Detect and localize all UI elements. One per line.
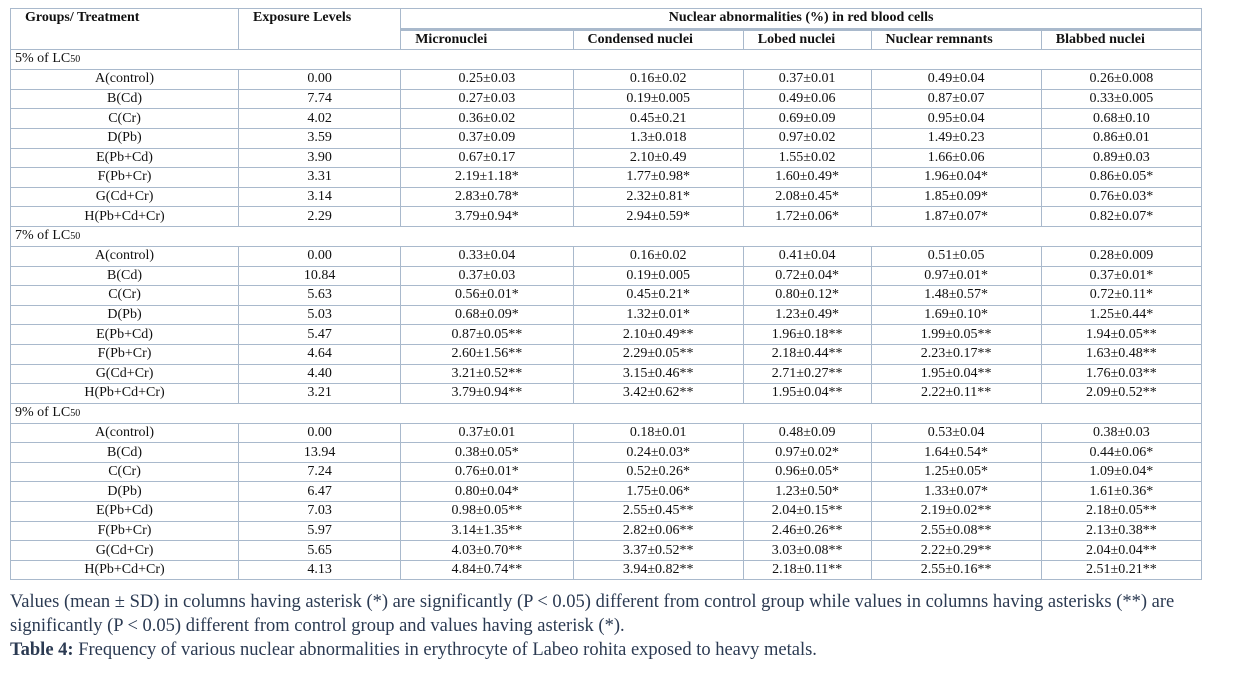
- nuclear-remnants-cell: 1.49±0.23: [871, 128, 1041, 148]
- nuclear-remnants-cell: 1.69±0.10*: [871, 305, 1041, 325]
- header-groups: Groups/ Treatment: [11, 9, 239, 50]
- nuclear-remnants-cell: 1.95±0.04**: [871, 364, 1041, 384]
- exposure-cell: 3.31: [239, 168, 401, 188]
- exposure-cell: 7.24: [239, 462, 401, 482]
- micronuclei-cell: 2.83±0.78*: [401, 187, 573, 207]
- blabbed-nuclei-cell: 0.26±0.008: [1041, 70, 1201, 90]
- condensed-nuclei-cell: 2.32±0.81*: [573, 187, 743, 207]
- lobed-nuclei-cell: 1.23±0.50*: [743, 482, 871, 502]
- table-row: [11, 482, 1202, 502]
- blabbed-nuclei-cell: 0.72±0.11*: [1041, 286, 1201, 306]
- nuclear-remnants-cell: 0.97±0.01*: [871, 266, 1041, 286]
- condensed-nuclei-cell: 2.10±0.49: [573, 148, 743, 168]
- blabbed-nuclei-cell: 0.37±0.01*: [1041, 266, 1201, 286]
- exposure-cell: 0.00: [239, 70, 401, 90]
- group-cell: G(Cd+Cr): [11, 364, 239, 384]
- lobed-nuclei-cell: 2.18±0.44**: [743, 344, 871, 364]
- exposure-cell: 3.21: [239, 384, 401, 404]
- blabbed-nuclei-cell: 1.76±0.03**: [1041, 364, 1201, 384]
- exposure-cell: 4.13: [239, 560, 401, 580]
- exposure-cell: 3.90: [239, 148, 401, 168]
- table-caption: [10, 590, 1230, 662]
- table-title: [10, 638, 1230, 662]
- lobed-nuclei-cell: 2.04±0.15**: [743, 502, 871, 522]
- table-container: [10, 8, 1202, 580]
- section-row: [11, 226, 1202, 246]
- lobed-nuclei-cell: 0.97±0.02: [743, 128, 871, 148]
- section-label: [11, 403, 1202, 423]
- exposure-cell: 4.02: [239, 109, 401, 129]
- blabbed-nuclei-cell: 2.04±0.04**: [1041, 541, 1201, 561]
- exposure-cell: 2.29: [239, 207, 401, 227]
- group-cell: B(Cd): [11, 266, 239, 286]
- group-cell: A(control): [11, 246, 239, 266]
- table-row: [11, 305, 1202, 325]
- table-row: [11, 502, 1202, 522]
- blabbed-nuclei-cell: 2.18±0.05**: [1041, 502, 1201, 522]
- table-row: [11, 462, 1202, 482]
- nuclear-remnants-cell: 1.33±0.07*: [871, 482, 1041, 502]
- lobed-nuclei-cell: 2.18±0.11**: [743, 560, 871, 580]
- header-row-1: [11, 9, 1202, 30]
- table-title-text: Frequency of various nuclear abnormalities in erythrocyte of Labeo rohita exposed to heavy metals.: [73, 640, 817, 660]
- group-cell: F(Pb+Cr): [11, 168, 239, 188]
- nuclear-remnants-cell: 1.99±0.05**: [871, 325, 1041, 345]
- group-cell: B(Cd): [11, 443, 239, 463]
- micronuclei-cell: 0.68±0.09*: [401, 305, 573, 325]
- blabbed-nuclei-cell: 2.51±0.21**: [1041, 560, 1201, 580]
- section-row: [11, 403, 1202, 423]
- significance-note: Values (mean ± SD) in columns having asterisk (*) are significantly (P < 0.05) different from control group while values in columns having asterisks (**) are significantly (P < 0.05) different from control group and values having asterisk (*).: [10, 592, 1175, 636]
- blabbed-nuclei-cell: 0.28±0.009: [1041, 246, 1201, 266]
- group-cell: H(Pb+Cd+Cr): [11, 207, 239, 227]
- exposure-cell: 6.47: [239, 482, 401, 502]
- header-condensed-nuclei: Condensed nuclei: [573, 29, 743, 50]
- lobed-nuclei-cell: 1.96±0.18**: [743, 325, 871, 345]
- lobed-nuclei-cell: 0.97±0.02*: [743, 443, 871, 463]
- condensed-nuclei-cell: 0.16±0.02: [573, 70, 743, 90]
- condensed-nuclei-cell: 3.94±0.82**: [573, 560, 743, 580]
- blabbed-nuclei-cell: 0.33±0.005: [1041, 89, 1201, 109]
- condensed-nuclei-cell: 3.42±0.62**: [573, 384, 743, 404]
- table-row: [11, 207, 1202, 227]
- table-row: [11, 286, 1202, 306]
- table-row: [11, 128, 1202, 148]
- header-nuclear-remnants: Nuclear remnants: [871, 29, 1041, 50]
- table-label: Table 4:: [10, 640, 74, 660]
- micronuclei-cell: 4.03±0.70**: [401, 541, 573, 561]
- exposure-cell: 4.64: [239, 344, 401, 364]
- nuclear-remnants-cell: 1.96±0.04*: [871, 168, 1041, 188]
- nuclear-remnants-cell: 1.48±0.57*: [871, 286, 1041, 306]
- nuclear-remnants-cell: 0.51±0.05: [871, 246, 1041, 266]
- micronuclei-cell: 2.60±1.56**: [401, 344, 573, 364]
- group-cell: E(Pb+Cd): [11, 148, 239, 168]
- nuclear-remnants-cell: 1.64±0.54*: [871, 443, 1041, 463]
- blabbed-nuclei-cell: 2.13±0.38**: [1041, 521, 1201, 541]
- group-cell: H(Pb+Cd+Cr): [11, 384, 239, 404]
- group-cell: E(Pb+Cd): [11, 502, 239, 522]
- condensed-nuclei-cell: 0.16±0.02: [573, 246, 743, 266]
- condensed-nuclei-cell: 2.10±0.49**: [573, 325, 743, 345]
- exposure-cell: 10.84: [239, 266, 401, 286]
- micronuclei-cell: 0.80±0.04*: [401, 482, 573, 502]
- lobed-nuclei-cell: 0.49±0.06: [743, 89, 871, 109]
- nuclear-remnants-cell: 2.19±0.02**: [871, 502, 1041, 522]
- micronuclei-cell: 0.67±0.17: [401, 148, 573, 168]
- blabbed-nuclei-cell: 0.82±0.07*: [1041, 207, 1201, 227]
- lobed-nuclei-cell: 3.03±0.08**: [743, 541, 871, 561]
- table-row: [11, 541, 1202, 561]
- group-cell: C(Cr): [11, 462, 239, 482]
- table-row: [11, 521, 1202, 541]
- group-cell: C(Cr): [11, 286, 239, 306]
- table-row: [11, 70, 1202, 90]
- blabbed-nuclei-cell: 1.25±0.44*: [1041, 305, 1201, 325]
- section-label-subscript: 50: [70, 54, 81, 66]
- group-cell: A(control): [11, 70, 239, 90]
- exposure-cell: 3.14: [239, 187, 401, 207]
- nuclear-remnants-cell: 2.55±0.16**: [871, 560, 1041, 580]
- table-row: [11, 148, 1202, 168]
- group-cell: F(Pb+Cr): [11, 344, 239, 364]
- nuclear-remnants-cell: 2.55±0.08**: [871, 521, 1041, 541]
- lobed-nuclei-cell: 2.71±0.27**: [743, 364, 871, 384]
- blabbed-nuclei-cell: 1.61±0.36*: [1041, 482, 1201, 502]
- nuclear-remnants-cell: 2.23±0.17**: [871, 344, 1041, 364]
- micronuclei-cell: 0.37±0.03: [401, 266, 573, 286]
- exposure-cell: 4.40: [239, 364, 401, 384]
- nuclear-remnants-cell: 0.53±0.04: [871, 423, 1041, 443]
- header-blabbed-nuclei: Blabbed nuclei: [1041, 29, 1201, 50]
- group-cell: E(Pb+Cd): [11, 325, 239, 345]
- exposure-cell: 3.59: [239, 128, 401, 148]
- header-nuclear-abnormalities: Nuclear abnormalities (%) in red blood cells: [401, 9, 1202, 30]
- lobed-nuclei-cell: 0.72±0.04*: [743, 266, 871, 286]
- lobed-nuclei-cell: 1.23±0.49*: [743, 305, 871, 325]
- group-cell: D(Pb): [11, 128, 239, 148]
- exposure-cell: 7.74: [239, 89, 401, 109]
- table-row: [11, 266, 1202, 286]
- condensed-nuclei-cell: 0.19±0.005: [573, 266, 743, 286]
- exposure-cell: 13.94: [239, 443, 401, 463]
- condensed-nuclei-cell: 0.19±0.005: [573, 89, 743, 109]
- group-cell: H(Pb+Cd+Cr): [11, 560, 239, 580]
- nuclear-remnants-cell: 0.87±0.07: [871, 89, 1041, 109]
- micronuclei-cell: 0.37±0.01: [401, 423, 573, 443]
- nuclear-remnants-cell: 1.25±0.05*: [871, 462, 1041, 482]
- condensed-nuclei-cell: 2.55±0.45**: [573, 502, 743, 522]
- section-label-prefix: 5% of LC: [15, 51, 71, 67]
- group-cell: A(control): [11, 423, 239, 443]
- condensed-nuclei-cell: 3.37±0.52**: [573, 541, 743, 561]
- micronuclei-cell: 0.76±0.01*: [401, 462, 573, 482]
- micronuclei-cell: 0.38±0.05*: [401, 443, 573, 463]
- blabbed-nuclei-cell: 0.68±0.10: [1041, 109, 1201, 129]
- lobed-nuclei-cell: 0.69±0.09: [743, 109, 871, 129]
- table-row: [11, 344, 1202, 364]
- table-row: [11, 443, 1202, 463]
- table-row: [11, 423, 1202, 443]
- micronuclei-cell: 3.21±0.52**: [401, 364, 573, 384]
- condensed-nuclei-cell: 0.24±0.03*: [573, 443, 743, 463]
- lobed-nuclei-cell: 0.41±0.04: [743, 246, 871, 266]
- lobed-nuclei-cell: 0.48±0.09: [743, 423, 871, 443]
- section-label-subscript: 50: [70, 230, 81, 242]
- lobed-nuclei-cell: 1.95±0.04**: [743, 384, 871, 404]
- blabbed-nuclei-cell: 2.09±0.52**: [1041, 384, 1201, 404]
- blabbed-nuclei-cell: 0.86±0.05*: [1041, 168, 1201, 188]
- lobed-nuclei-cell: 1.55±0.02: [743, 148, 871, 168]
- table-row: [11, 364, 1202, 384]
- condensed-nuclei-cell: 0.18±0.01: [573, 423, 743, 443]
- condensed-nuclei-cell: 0.45±0.21*: [573, 286, 743, 306]
- nuclear-remnants-cell: 0.49±0.04: [871, 70, 1041, 90]
- micronuclei-cell: 0.36±0.02: [401, 109, 573, 129]
- exposure-cell: 5.03: [239, 305, 401, 325]
- section-label-prefix: 9% of LC: [15, 404, 71, 420]
- lobed-nuclei-cell: 1.72±0.06*: [743, 207, 871, 227]
- lobed-nuclei-cell: 0.80±0.12*: [743, 286, 871, 306]
- group-cell: D(Pb): [11, 482, 239, 502]
- table-row: [11, 168, 1202, 188]
- micronuclei-cell: 0.37±0.09: [401, 128, 573, 148]
- lobed-nuclei-cell: 0.96±0.05*: [743, 462, 871, 482]
- nuclear-remnants-cell: 1.85±0.09*: [871, 187, 1041, 207]
- micronuclei-cell: 0.25±0.03: [401, 70, 573, 90]
- blabbed-nuclei-cell: 0.38±0.03: [1041, 423, 1201, 443]
- table-row: [11, 325, 1202, 345]
- table-row: [11, 109, 1202, 129]
- table-row: [11, 89, 1202, 109]
- condensed-nuclei-cell: 2.94±0.59*: [573, 207, 743, 227]
- micronuclei-cell: 2.19±1.18*: [401, 168, 573, 188]
- micronuclei-cell: 3.14±1.35**: [401, 521, 573, 541]
- table-row: [11, 246, 1202, 266]
- exposure-cell: 5.47: [239, 325, 401, 345]
- exposure-cell: 0.00: [239, 246, 401, 266]
- section-label: [11, 50, 1202, 70]
- table-row: [11, 384, 1202, 404]
- blabbed-nuclei-cell: 0.89±0.03: [1041, 148, 1201, 168]
- table-row: [11, 560, 1202, 580]
- exposure-cell: 0.00: [239, 423, 401, 443]
- blabbed-nuclei-cell: 1.63±0.48**: [1041, 344, 1201, 364]
- lobed-nuclei-cell: 2.46±0.26**: [743, 521, 871, 541]
- micronuclei-cell: 3.79±0.94*: [401, 207, 573, 227]
- group-cell: D(Pb): [11, 305, 239, 325]
- micronuclei-cell: 0.98±0.05**: [401, 502, 573, 522]
- micronuclei-cell: 0.56±0.01*: [401, 286, 573, 306]
- condensed-nuclei-cell: 1.32±0.01*: [573, 305, 743, 325]
- section-label: [11, 226, 1202, 246]
- condensed-nuclei-cell: 3.15±0.46**: [573, 364, 743, 384]
- group-cell: B(Cd): [11, 89, 239, 109]
- nuclear-remnants-cell: 2.22±0.11**: [871, 384, 1041, 404]
- exposure-cell: 5.63: [239, 286, 401, 306]
- section-label-prefix: 7% of LC: [15, 227, 71, 243]
- micronuclei-cell: 4.84±0.74**: [401, 560, 573, 580]
- group-cell: C(Cr): [11, 109, 239, 129]
- condensed-nuclei-cell: 2.82±0.06**: [573, 521, 743, 541]
- section-row: [11, 50, 1202, 70]
- micronuclei-cell: 3.79±0.94**: [401, 384, 573, 404]
- condensed-nuclei-cell: 1.75±0.06*: [573, 482, 743, 502]
- micronuclei-cell: 0.87±0.05**: [401, 325, 573, 345]
- blabbed-nuclei-cell: 0.76±0.03*: [1041, 187, 1201, 207]
- group-cell: G(Cd+Cr): [11, 187, 239, 207]
- header-micronuclei: Micronuclei: [401, 29, 573, 50]
- section-label-subscript: 50: [70, 407, 81, 419]
- header-lobed-nuclei: Lobed nuclei: [743, 29, 871, 50]
- condensed-nuclei-cell: 1.77±0.98*: [573, 168, 743, 188]
- group-cell: F(Pb+Cr): [11, 521, 239, 541]
- lobed-nuclei-cell: 2.08±0.45*: [743, 187, 871, 207]
- condensed-nuclei-cell: 1.3±0.018: [573, 128, 743, 148]
- group-cell: G(Cd+Cr): [11, 541, 239, 561]
- nuclear-remnants-cell: 0.95±0.04: [871, 109, 1041, 129]
- exposure-cell: 7.03: [239, 502, 401, 522]
- micronuclei-cell: 0.33±0.04: [401, 246, 573, 266]
- header-exposure: Exposure Levels: [239, 9, 401, 50]
- condensed-nuclei-cell: 2.29±0.05**: [573, 344, 743, 364]
- condensed-nuclei-cell: 0.45±0.21: [573, 109, 743, 129]
- lobed-nuclei-cell: 1.60±0.49*: [743, 168, 871, 188]
- nuclear-remnants-cell: 1.87±0.07*: [871, 207, 1041, 227]
- nuclear-abnormalities-table: [10, 8, 1202, 580]
- micronuclei-cell: 0.27±0.03: [401, 89, 573, 109]
- nuclear-remnants-cell: 2.22±0.29**: [871, 541, 1041, 561]
- exposure-cell: 5.97: [239, 521, 401, 541]
- exposure-cell: 5.65: [239, 541, 401, 561]
- blabbed-nuclei-cell: 0.86±0.01: [1041, 128, 1201, 148]
- blabbed-nuclei-cell: 1.94±0.05**: [1041, 325, 1201, 345]
- table-body: [11, 50, 1202, 580]
- table-row: [11, 187, 1202, 207]
- condensed-nuclei-cell: 0.52±0.26*: [573, 462, 743, 482]
- blabbed-nuclei-cell: 1.09±0.04*: [1041, 462, 1201, 482]
- lobed-nuclei-cell: 0.37±0.01: [743, 70, 871, 90]
- blabbed-nuclei-cell: 0.44±0.06*: [1041, 443, 1201, 463]
- nuclear-remnants-cell: 1.66±0.06: [871, 148, 1041, 168]
